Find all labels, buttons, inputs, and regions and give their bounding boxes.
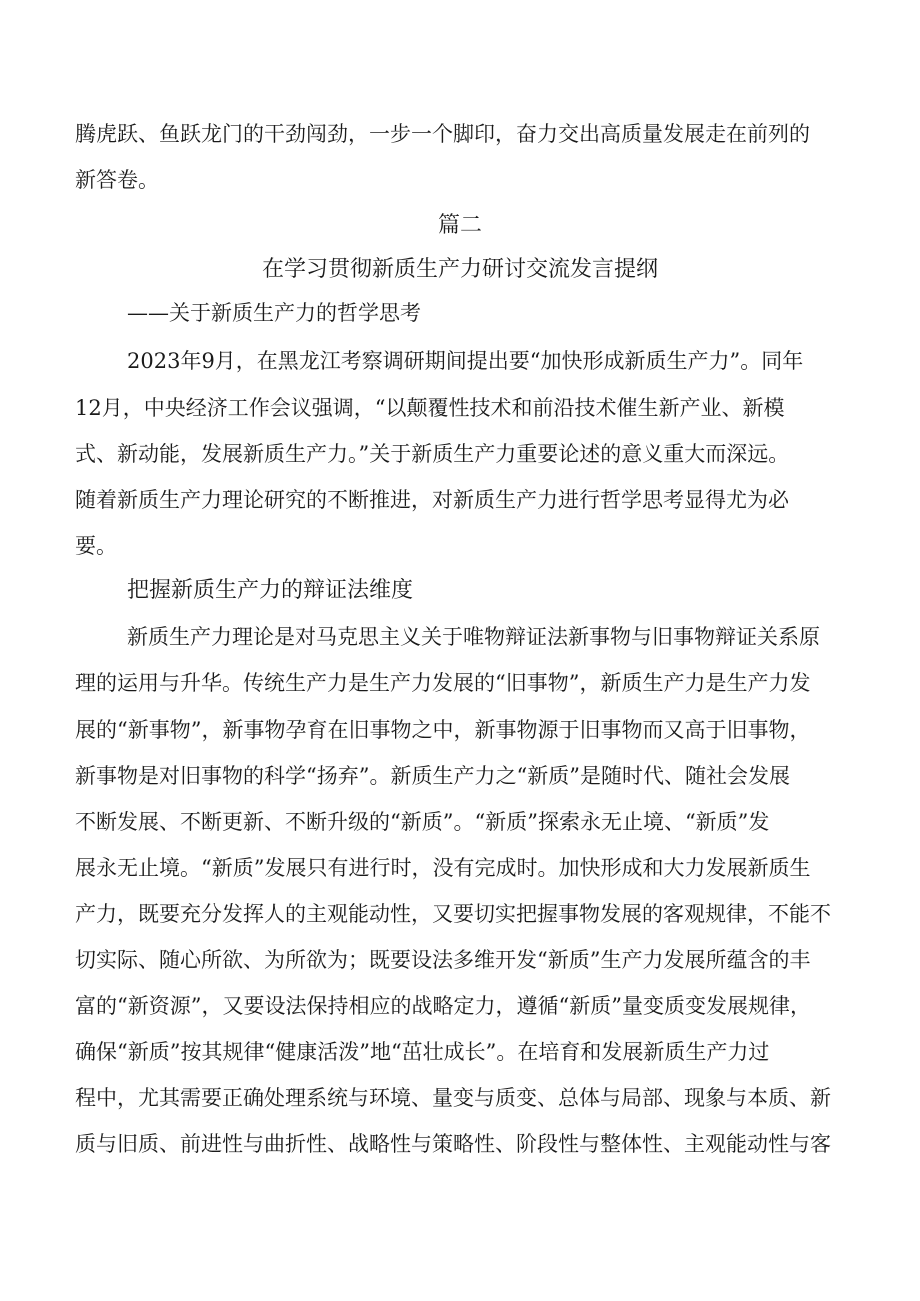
paragraph-2-line: 展永无止境。“新质”发展只有进行时，没有完成时。加快形成和大力发展新质生: [75, 856, 811, 880]
paragraph-1-line: 要。: [75, 534, 117, 558]
document-subtitle: ——关于新质生产力的哲学思考: [127, 301, 421, 325]
paragraph-2-line: 质与旧质、前进性与曲折性、战略性与策略性、阶段性与整体性、主观能动性与客: [75, 1132, 831, 1156]
paragraph-2-line: 确保“新质”按其规律“健康活泼”地“茁壮成长”。在培育和发展新质生产力过: [75, 1040, 770, 1064]
paragraph-1-line: 式、新动能，发展新质生产力。”关于新质生产力重要论述的意义重大而深远。: [75, 442, 790, 466]
intro-line-1: 腾虎跃、鱼跃龙门的干劲闯劲，一步一个脚印，奋力交出高质量发展走在前列的: [75, 122, 810, 146]
document-title: 在学习贯彻新质生产力研讨交流发言提纲: [261, 257, 658, 282]
paragraph-1-line: 12月，中央经济工作会议强调，“以颠覆性技术和前沿技术催生新产业、新模: [75, 396, 785, 420]
paragraph-2-line: 不断发展、不断更新、不断升级的“新质”。“新质”探索永无止境、“新质”发: [75, 810, 770, 834]
paragraph-2-line: 新质生产力理论是对马克思主义关于唯物辩证法新事物与旧事物辩证关系原: [127, 625, 820, 649]
paragraph-1-line: 随着新质生产力理论研究的不断推进，对新质生产力进行哲学思考显得尤为必: [75, 488, 789, 512]
paragraph-2-line: 产力，既要充分发挥人的主观能动性，又要切实把握事物发展的客观规律，不能不: [75, 902, 831, 926]
paragraph-1-line: 2023年9月，在黑龙江考察调研期间提出要“加快形成新质生产力”。同年: [127, 349, 804, 373]
paragraph-2-line: 程中，尤其需要正确处理系统与环境、量变与质变、总体与局部、现象与本质、新: [75, 1086, 831, 1110]
section-label: 篇二: [437, 213, 482, 238]
paragraph-2-line: 切实际、随心所欲、为所欲为；既要设法多维开发“新质”生产力发展所蕴含的丰: [75, 948, 811, 972]
intro-line-2: 新答卷。: [75, 168, 159, 192]
paragraph-2-line: 新事物是对旧事物的科学“扬弃”。新质生产力之“新质”是随时代、随社会发展: [75, 764, 790, 788]
paragraph-2-line: 展的“新事物”，新事物孕育在旧事物之中，新事物源于旧事物而又高于旧事物，: [75, 718, 811, 742]
paragraph-2-line: 富的“新资源”，又要设法保持相应的战略定力，遵循“新质”量变质变发展规律，: [75, 994, 811, 1018]
section-heading: 把握新质生产力的辩证法维度: [127, 578, 414, 603]
paragraph-2-line: 理的运用与升华。传统生产力是生产力发展的“旧事物”，新质生产力是生产力发: [75, 671, 811, 695]
